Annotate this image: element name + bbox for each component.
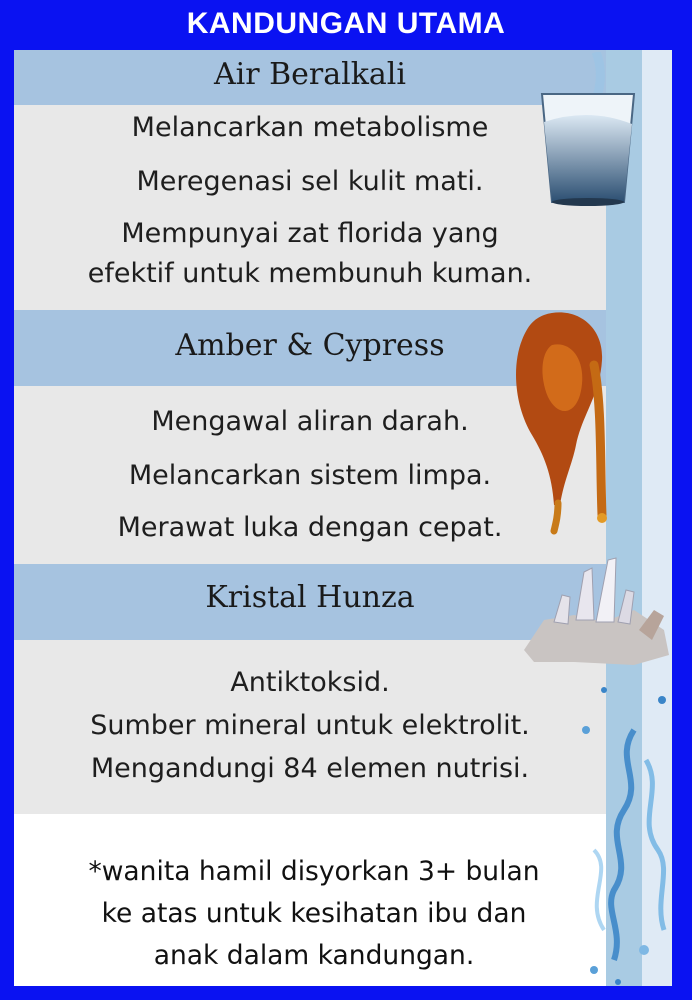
section-heading-amber: Amber & Cypress — [175, 328, 445, 363]
point-amber-2: Melancarkan sistem limpa. — [128, 460, 492, 491]
amber-resin-icon — [504, 305, 614, 535]
point-crystal-1: Antiktoksid. — [230, 667, 390, 698]
note-line-1: *wanita hamil disyorkan 3+ bulan — [88, 856, 540, 887]
point-air-3: Mempunyai zat florida yang — [121, 218, 499, 249]
note-line-3: anak dalam kandungan. — [153, 940, 475, 971]
water-splash-icon — [574, 670, 672, 986]
point-amber-1: Mengawal aliran darah. — [151, 406, 469, 437]
point-crystal-2: Sumber mineral untuk elektrolit. — [90, 710, 530, 741]
section-heading-crystal: Kristal Hunza — [205, 580, 415, 615]
note-line-2: ke atas untuk kesihatan ibu dan — [101, 898, 527, 929]
point-air-4: efektif untuk membunuh kuman. — [87, 258, 533, 289]
point-air-2: Meregenasi sel kulit mati. — [136, 166, 484, 197]
poster-title: KANDUNGAN UTAMA — [186, 7, 506, 40]
crystal-cluster-icon — [514, 550, 672, 670]
point-crystal-3: Mengandungi 84 elemen nutrisi. — [90, 753, 530, 784]
content-panel — [14, 50, 672, 986]
point-air-1: Melancarkan metabolisme — [131, 112, 489, 143]
water-glass-icon — [534, 52, 644, 207]
point-amber-3: Merawat luka dengan cepat. — [117, 512, 503, 543]
section-heading-air: Air Beralkali — [213, 57, 406, 92]
